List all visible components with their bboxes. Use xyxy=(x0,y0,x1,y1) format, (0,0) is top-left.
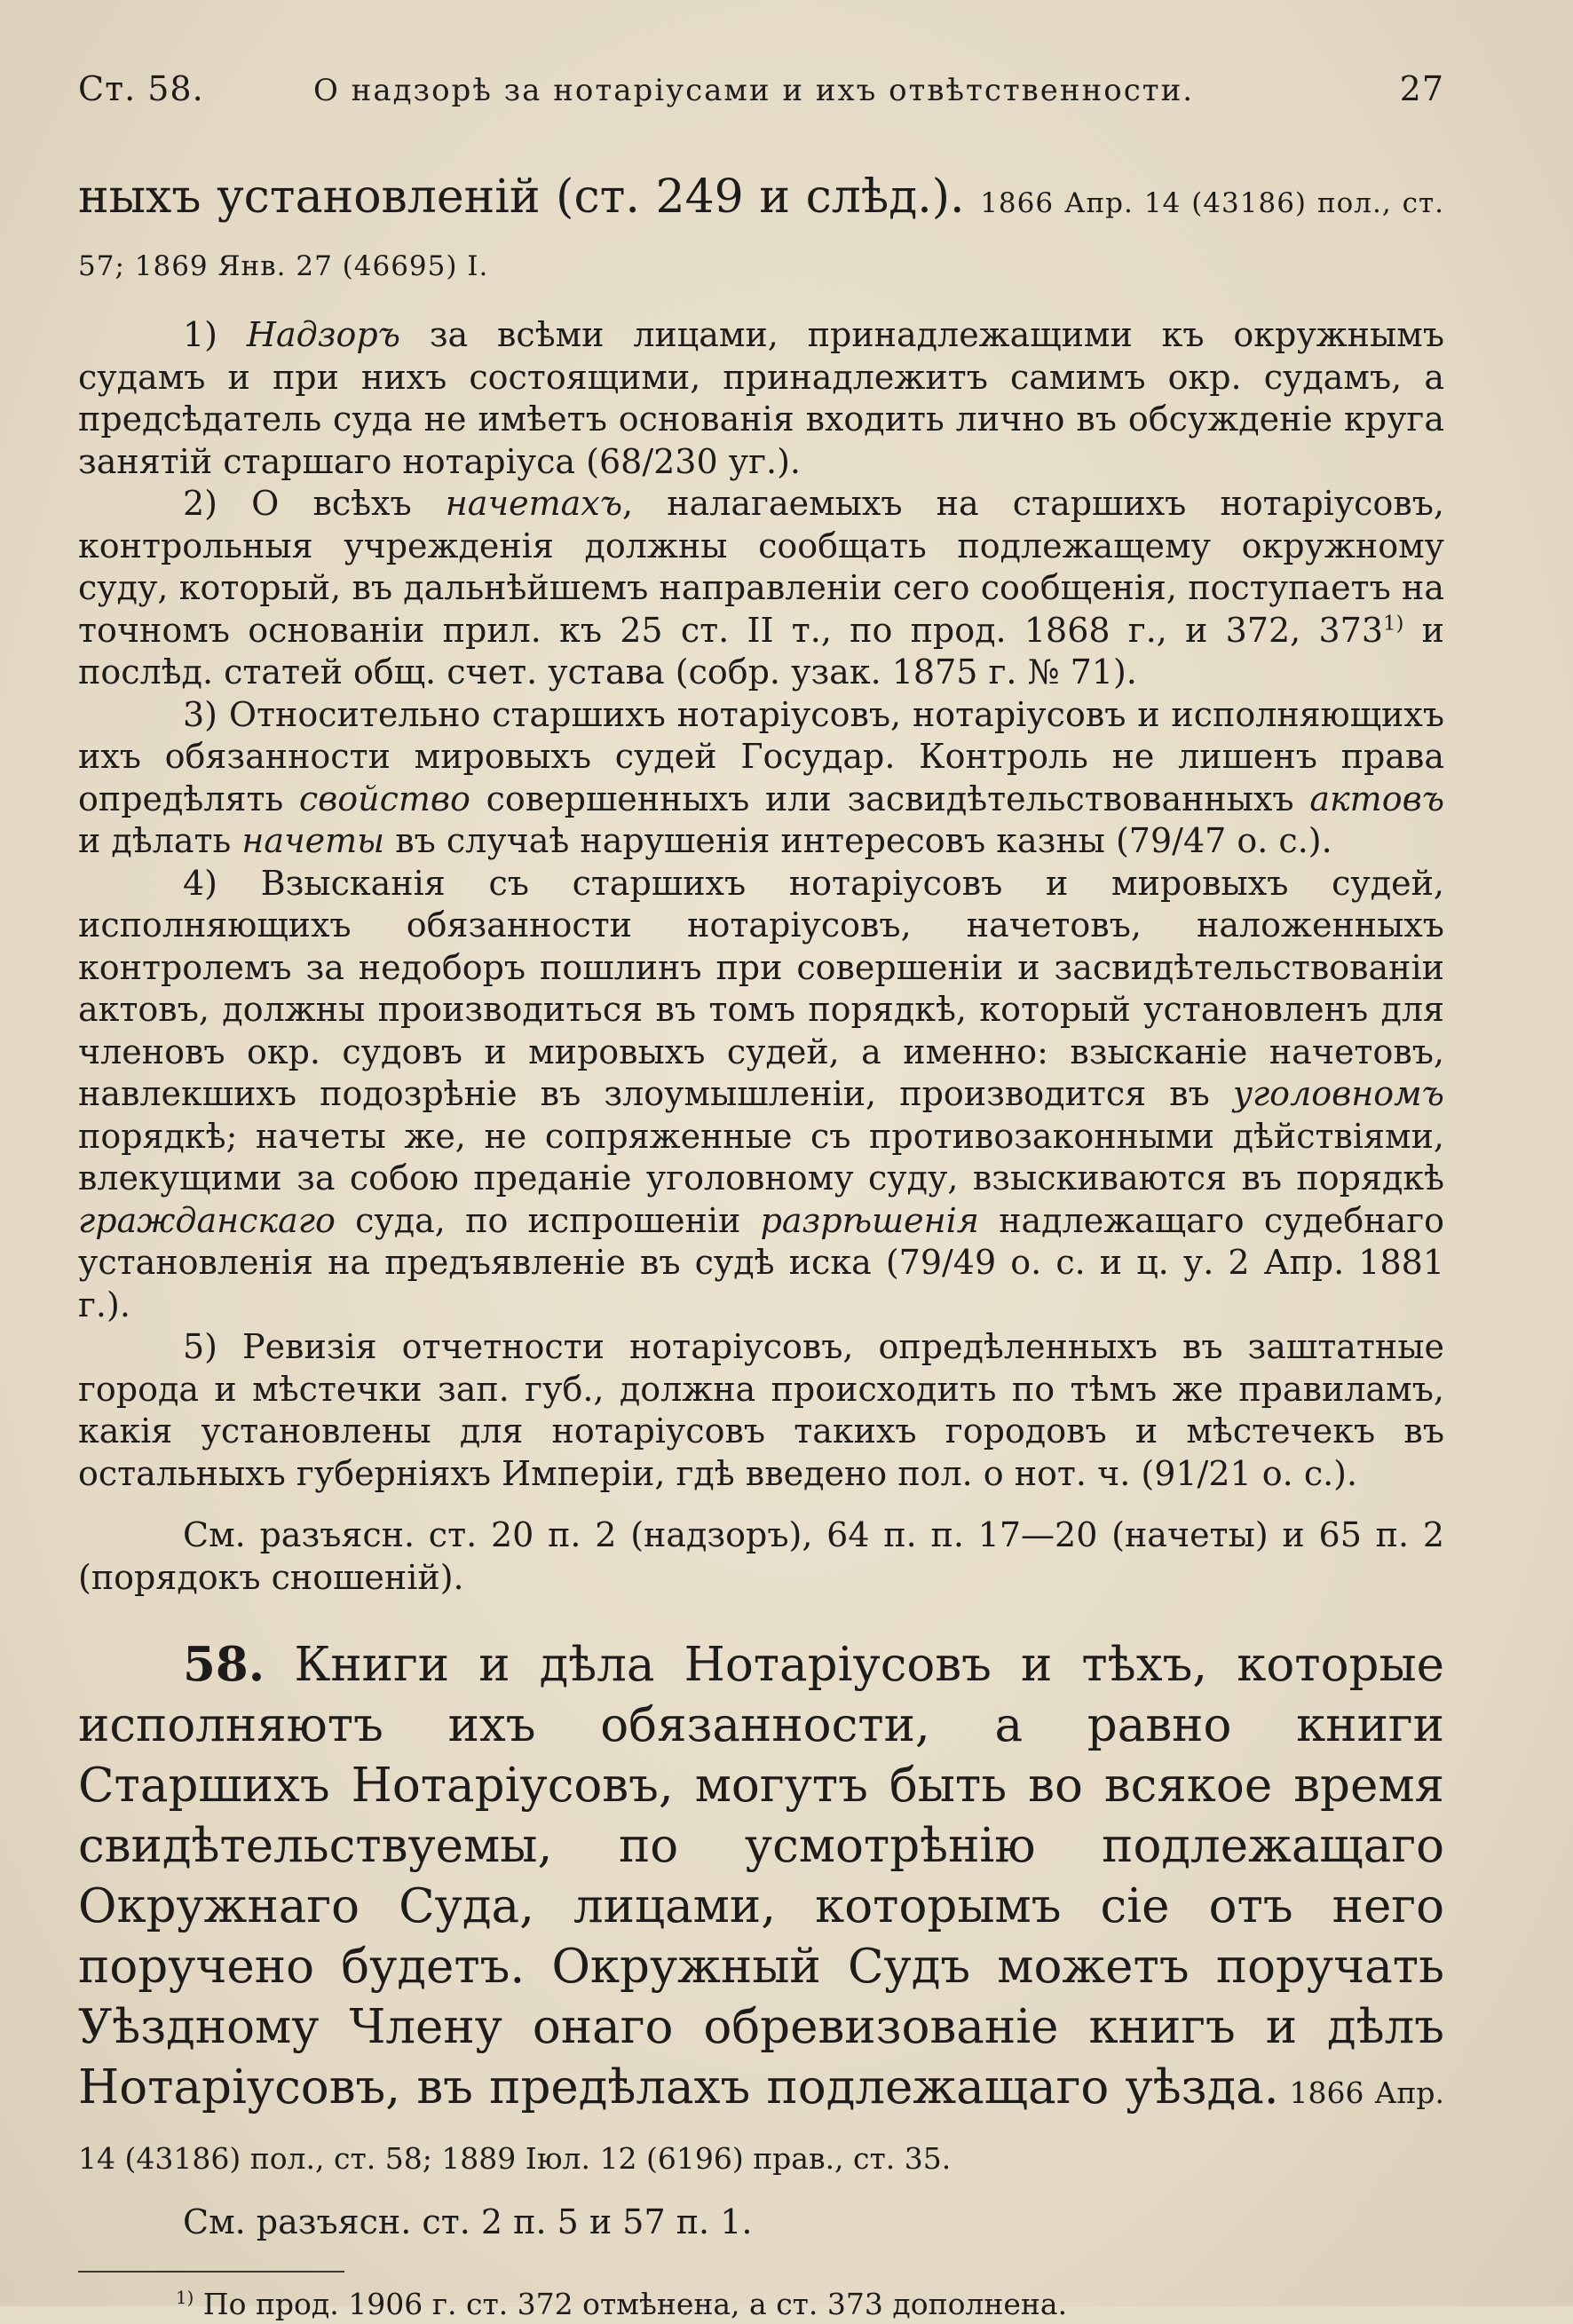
note-5-text: 5) Ревизія отчетности нотаріусовъ, опредѣленныхъ въ заштатные города и мѣстечки зап. губ., должна происходить по тѣмъ же правиламъ, какія установлены для нотаріусовъ такихъ городовъ и мѣстечекъ въ остальныхъ губерніяхъ Имперіи, гдѣ введено пол. о нот. ч. (91/21 о. с.). xyxy=(78,1327,1444,1493)
note-4-text-a: 4) Взысканія съ старшихъ нотаріусовъ и мировыхъ судей, исполняющихъ обязанности нотаріусовъ, начетовъ, наложенныхъ контролемъ за недоборъ пошлинъ при совершеніи и засвидѣтельствованіи актовъ, должны производиться въ томъ порядкѣ, который установленъ для членовъ окр. судовъ и мировыхъ судей, а именно: взысканіе начетовъ, навлекшихъ подозрѣніе въ злоумышленіи, производится въ xyxy=(78,863,1444,1113)
note-3-italic-a: свойство xyxy=(298,779,470,818)
header-section: Ст. 58. xyxy=(78,69,204,108)
article-sources: 1866 Апр. 14 (43186) пол., ст. 58; 1889 Іюл. 12 (6196) прав., ст. 35. xyxy=(78,2075,1445,2176)
header-title: О надзорѣ за нотаріусами и ихъ отвѣтственности. xyxy=(313,73,1195,108)
page-body xyxy=(78,169,1444,2324)
intro-paragraph xyxy=(78,169,1444,295)
article-number: 58. xyxy=(183,1637,265,1692)
see-also-article: См. разъясн. ст. 2 п. 5 и 57 п. 1. xyxy=(183,2202,753,2241)
footnote-text: По прод. 1906 г. ст. 372 отмѣнена, а ст. 373 дополнена. xyxy=(194,2286,1068,2321)
note-2-text-a: 2) О всѣхъ xyxy=(183,484,446,523)
footnote-divider xyxy=(78,2271,344,2273)
note-4-text-c: суда, по испрошеніи xyxy=(335,1200,761,1240)
note-3-italic-b: актовъ xyxy=(1309,779,1445,818)
see-also-notes: См. разъясн. ст. 20 п. 2 (надзоръ), 64 п. п. 17—20 (начеты) и 65 п. 2 (порядокъ сношеній). xyxy=(78,1515,1444,1597)
note-4-text-b: порядкѣ; начеты же, не сопряженные съ противозаконными дѣйствіями, влекущими за собою преданіе уголовному суду, взыскиваются въ порядкѣ xyxy=(78,1116,1444,1198)
note-4-italic-a: уголовномъ xyxy=(1232,1074,1444,1113)
footnote-reference: 1) xyxy=(1383,611,1404,635)
note-4 xyxy=(78,863,1444,1327)
note-3-text-a: 3) Относительно старшихъ нотаріусовъ, нотаріусовъ и исполняющихъ ихъ обязанности мировыхъ судей Государ. Контроль не лишенъ права опредѣлять xyxy=(78,694,1444,818)
note-1-text-a: 1) xyxy=(183,315,247,354)
note-1-text-b: за всѣми лицами, принадлежащими къ окружнымъ судамъ и при нихъ состоящими, принадлежитъ самимъ окр. судамъ, а предсѣдатель суда не имѣетъ основанія входить лично въ обсужденіе круга занятій старшаго нотаріуса (68/230 уг.). xyxy=(78,315,1444,481)
note-3-text-d: въ случаѣ нарушенія интересовъ казны (79/47 о. с.). xyxy=(384,821,1332,860)
note-3-text-b: совершенныхъ или засвидѣтельствованныхъ xyxy=(470,779,1310,818)
note-2-italic-a: начетахъ xyxy=(445,484,623,523)
note-3 xyxy=(78,694,1444,863)
note-1 xyxy=(78,314,1444,483)
note-2 xyxy=(78,483,1444,694)
note-4-text-d: надлежащаго судебнаго установленія на предъявленіе въ судѣ иска (79/49 о. с. и ц. у. 2 Апр. 1881 г.). xyxy=(78,1200,1444,1324)
running-header xyxy=(78,69,1444,123)
footnote xyxy=(78,2285,1444,2324)
intro-reference: 1866 Апр. 14 (43186) пол., ст. 57; 1869 Янв. 27 (46695) I. xyxy=(78,187,1445,282)
article-text: Книги и дѣла Нотаріусовъ и тѣхъ, которые исполняютъ ихъ обязанности, а равно книги Старшихъ Нотаріусовъ, могутъ быть во всякое время свидѣтельствуемы, по усмотрѣнію подлежащаго Окружнаго Суда, лицами, которымъ сіе отъ него поручено будетъ. Окружный Судъ можетъ поручать Уѣздному Члену онаго обревизованіе книгъ и дѣлъ Нотаріусовъ, въ предѣлахъ подлежащаго уѣзда. xyxy=(78,1638,1444,2115)
page-number: 27 xyxy=(1399,69,1444,108)
note-1-italic-a: Надзоръ xyxy=(246,315,400,354)
footnote-marker: 1) xyxy=(176,2287,194,2308)
note-4-italic-c: разрѣшенія xyxy=(760,1200,979,1240)
note-5 xyxy=(78,1326,1444,1495)
note-3-text-c: и дѣлать xyxy=(78,821,242,860)
note-4-italic-b: гражданскаго xyxy=(78,1200,336,1240)
article-58 xyxy=(78,1634,1444,2189)
intro-large-text: ныхъ установленій (ст. 249 и слѣд.). xyxy=(78,170,965,224)
note-2-text-b: , налагаемыхъ на старшихъ нотаріусовъ, контрольныя учрежденія должны сообщать подлежащему окружному суду, который, въ дальнѣйшемъ направленіи сего сообщенія, поступаетъ на точномъ основаніи прил. къ 25 ст. II т., по прод. 1868 г., и 372, 373 xyxy=(78,484,1444,650)
note-3-italic-c: начеты xyxy=(241,821,385,860)
note-2-text-c: и послѣд. статей общ. счет. устава (собр. узак. 1875 г. № 71). xyxy=(78,610,1445,692)
